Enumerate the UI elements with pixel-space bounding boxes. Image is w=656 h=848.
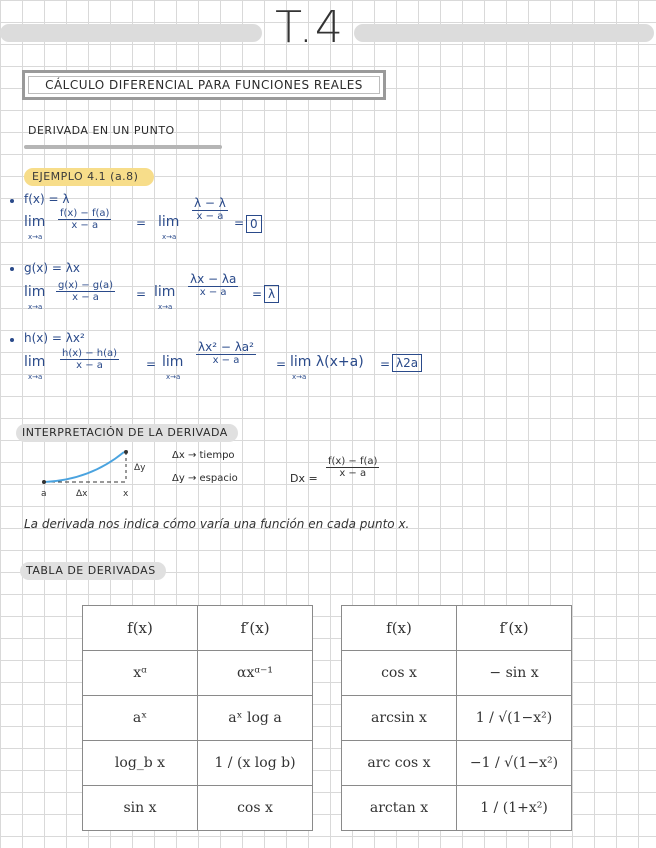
legend-time: Δx → tiempo <box>172 450 235 461</box>
example-3-frac2 <box>196 340 256 366</box>
example-1-num1: f(x) − f(a) <box>60 208 110 219</box>
table-left-cell: αxᵅ⁻¹ <box>198 651 313 696</box>
interpretation-heading: INTERPRETACIÓN DE LA DERIVADA <box>16 424 238 442</box>
table-left-cell: log_b x <box>83 741 198 786</box>
example-3-den1: x − a <box>60 359 119 371</box>
example-1-frac2 <box>192 196 228 222</box>
example-2-under: x→a <box>28 303 43 311</box>
example-2-frac1 <box>56 280 115 303</box>
example-2-frac2 <box>188 272 238 298</box>
example-3-eq2: = <box>276 357 287 371</box>
table-right-cell: arctan x <box>342 786 457 831</box>
example-2-under2: x→a <box>158 303 173 311</box>
formula-frac <box>326 456 379 479</box>
example-2-num1: g(x) − g(a) <box>58 280 114 291</box>
table-right-header-row <box>342 606 572 651</box>
example-2-eq: = <box>136 287 147 301</box>
top-bar-right <box>354 24 654 42</box>
table-row <box>342 786 572 831</box>
graph-label-dx: Δx <box>76 489 88 499</box>
bullet-3 <box>10 338 14 342</box>
example-1-under2: x→a <box>162 233 177 241</box>
example-3-num1: h(x) − h(a) <box>62 348 118 359</box>
example-3-extra: lim λ(x+a) <box>290 354 364 370</box>
table-right-cell: −1 / √(1−x²) <box>457 741 572 786</box>
table-heading: TABLA DE DERIVADAS <box>20 562 166 580</box>
example-3-den2: x − a <box>196 354 256 366</box>
example-2-result: λ <box>264 285 279 303</box>
example-1-den1: x − a <box>58 219 111 231</box>
table-row <box>83 786 313 831</box>
table-left-cell: xᵅ <box>83 651 198 696</box>
graph-point-x <box>124 450 128 454</box>
example-1-def: f(x) = λ <box>24 192 70 206</box>
example-1-lim2: lim <box>158 214 180 230</box>
page-title: T.4 <box>275 2 345 53</box>
graph-label-dy: Δy <box>134 463 146 473</box>
example-3-eq3: = <box>380 357 391 371</box>
table-left-cell: sin x <box>83 786 198 831</box>
main-heading <box>22 70 386 100</box>
derivatives-table-right <box>341 605 572 831</box>
example-3-def: h(x) = λx² <box>24 331 85 345</box>
table-left-cell: aˣ log a <box>198 696 313 741</box>
table-right-cell: 1 / √(1−x²) <box>457 696 572 741</box>
derivative-graph <box>30 446 160 502</box>
example-1-num2: λ − λ <box>194 196 226 210</box>
table-left-cell: 1 / (x log b) <box>198 741 313 786</box>
example-3-lim: lim <box>24 354 46 370</box>
table-right-header-f: f(x) <box>342 606 457 651</box>
table-row <box>342 651 572 696</box>
example-2-lim2: lim <box>154 284 176 300</box>
table-right-cell: arc cos x <box>342 741 457 786</box>
example-1-frac1 <box>58 208 111 231</box>
table-left-header-row <box>83 606 313 651</box>
table-left-cell: cos x <box>198 786 313 831</box>
example-3-frac1 <box>60 348 119 371</box>
formula-den: x − a <box>326 467 379 479</box>
example-1-result: 0 <box>246 215 262 233</box>
example-3-under2: x→a <box>166 373 181 381</box>
example-1-lim: lim <box>24 214 46 230</box>
table-right-cell: arcsin x <box>342 696 457 741</box>
example-1-under: x→a <box>28 233 43 241</box>
table-row <box>342 696 572 741</box>
graph-label-a: a <box>41 489 47 499</box>
formula-lhs: Dx = <box>290 472 318 485</box>
example-2-eq2: = <box>252 287 263 301</box>
example-tag: EJEMPLO 4.1 (a.8) <box>24 168 154 186</box>
example-3-num2: λx² − λa² <box>198 340 254 354</box>
example-3-under: x→a <box>28 373 43 381</box>
graph-curve <box>44 452 124 482</box>
sub-heading: DERIVADA EN UN PUNTO <box>28 124 175 137</box>
example-2-den1: x − a <box>56 291 115 303</box>
table-left-cell: aˣ <box>83 696 198 741</box>
interpretation-note: La derivada nos indica cómo varía una función en cada punto x. <box>24 517 410 531</box>
example-3-lim2: lim <box>162 354 184 370</box>
example-3-under3: x→a <box>292 373 307 381</box>
table-right-cell: 1 / (1+x²) <box>457 786 572 831</box>
example-1-eq2: = <box>234 216 245 230</box>
table-left-header-df: f′(x) <box>198 606 313 651</box>
main-heading-text: CÁLCULO DIFERENCIAL PARA FUNCIONES REALES <box>45 78 363 92</box>
example-2-num2: λx − λa <box>190 272 237 286</box>
table-right-header-df: f′(x) <box>457 606 572 651</box>
table-row <box>83 696 313 741</box>
graph-label-x: x <box>123 489 129 499</box>
example-3-result: λ2a <box>392 354 422 372</box>
bullet-1 <box>10 199 14 203</box>
table-left-header-f: f(x) <box>83 606 198 651</box>
table-row <box>342 741 572 786</box>
legend-space: Δy → espacio <box>172 473 238 484</box>
example-1-eq: = <box>136 216 147 230</box>
bullet-2 <box>10 267 14 271</box>
example-3-eq: = <box>146 357 157 371</box>
example-1-den2: x − a <box>192 210 228 222</box>
table-row <box>83 741 313 786</box>
example-2-lim: lim <box>24 284 46 300</box>
table-row <box>83 651 313 696</box>
derivatives-table-left <box>82 605 313 831</box>
formula-num: f(x) − f(a) <box>328 456 378 467</box>
example-2-def: g(x) = λx <box>24 261 80 275</box>
example-2-den2: x − a <box>188 286 238 298</box>
sub-heading-underline <box>24 145 222 149</box>
graph-point-a <box>42 480 46 484</box>
table-right-cell: − sin x <box>457 651 572 696</box>
top-bar-left <box>0 24 262 42</box>
table-right-cell: cos x <box>342 651 457 696</box>
